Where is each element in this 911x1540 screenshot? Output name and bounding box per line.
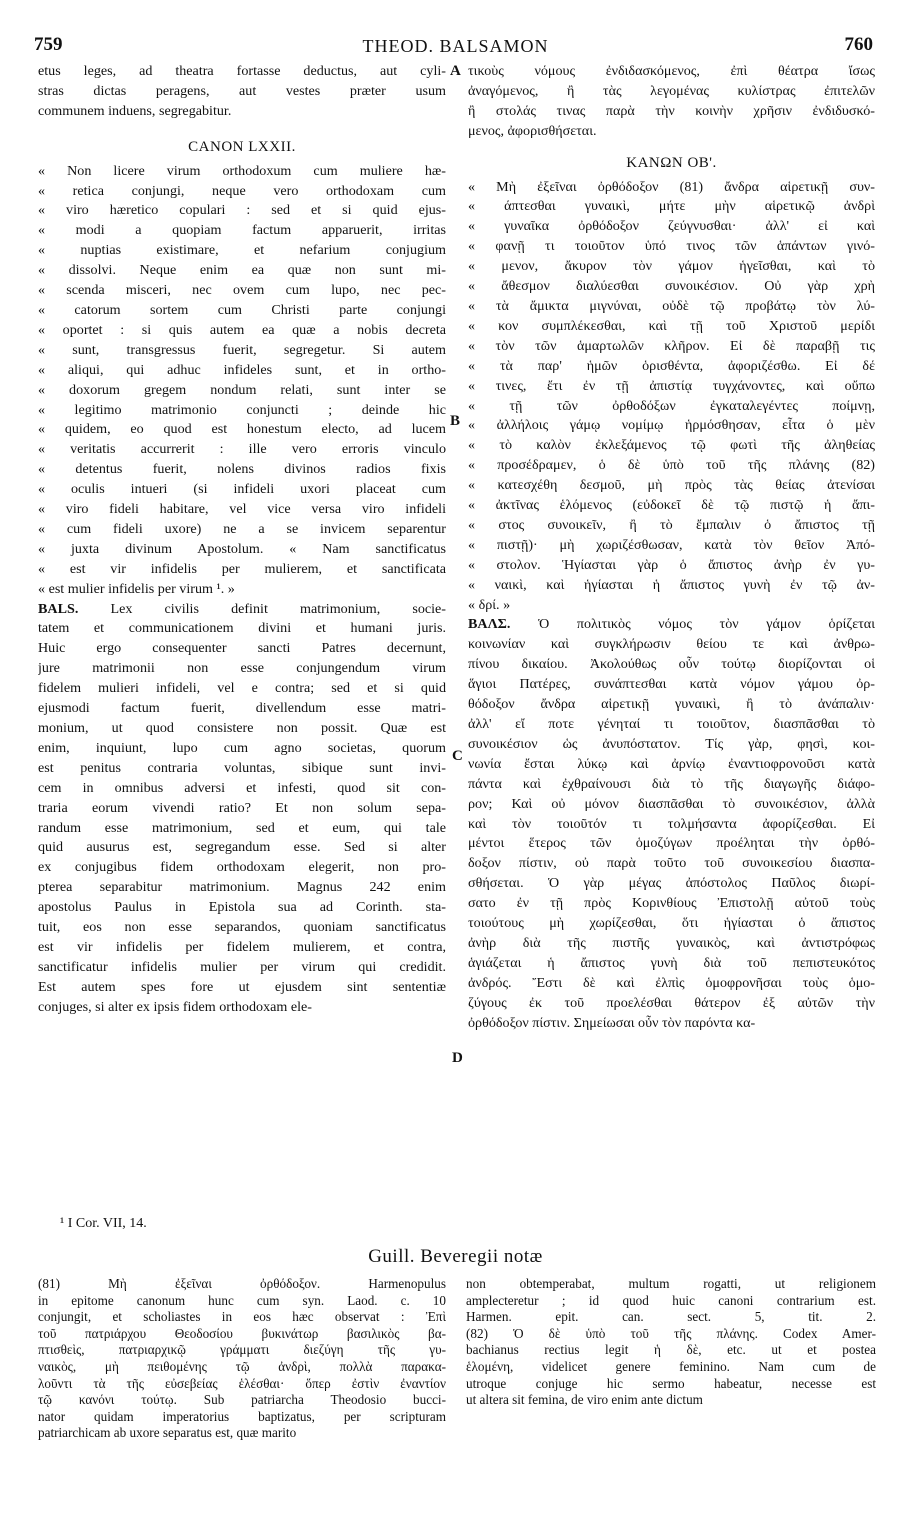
greek-commentary-line: σατο ἐν τῇ πρὸς Κορινθίους Ἐπιστολῇ αὐτοῦ τοὺς — [468, 895, 875, 912]
latin-canon-line: « aliqui, qui adhuc infideles sunt, et in ortho- — [38, 361, 446, 378]
greek-commentary-line: θόδοξον ἄνδρα αἱρετικῇ γυναικὶ, ἢ τὸ ἀνάπαλιν· — [468, 696, 875, 713]
page-number-right: 760 — [844, 34, 873, 55]
greek-commentary-line: ρον; Καὶ οὐ μόνον διασπᾶσθαι τὸ συνοικέσιον, ἀλλὰ — [468, 795, 875, 812]
latin-canon-line: « est vir infidelis per mulierem, et sanctificata — [38, 560, 446, 577]
greek-canon-line: « φανῇ τι τοιοῦτον ὑπό τινος τῶν ἁπάντων γινό- — [468, 238, 875, 255]
latin-commentary-label: BALS. — [38, 600, 79, 617]
greek-column — [468, 62, 875, 1034]
greek-canon-line: « δρί. » — [468, 596, 511, 613]
note-line: in epitome canonum hunc cum syn. Laod. c. 10 — [38, 1292, 446, 1308]
latin-commentary-text: Lex civilis definit matrimonium, socie- — [78, 600, 446, 617]
greek-canon-line: « κον συμπλέκεσθαι, καὶ τῇ τοῦ Χριστοῦ μερίδι — [468, 317, 875, 334]
notes-left-column — [38, 1276, 446, 1442]
note-line: bachianus rectius legit ἡ δὲ, etc. ut et postea — [466, 1342, 876, 1358]
margin-marker-d: D — [452, 1050, 463, 1066]
greek-commentary-line: πίνου δικαίου. Ἀκολούθως οὖν τούτῳ διορίζονται οἱ — [468, 656, 875, 673]
greek-intro — [468, 62, 875, 142]
running-title: THEOD. BALSAMON — [362, 36, 549, 56]
latin-commentary-line: sanctificatur infidelis mulier per virum qui credidit. — [38, 958, 446, 975]
greek-commentary-line: ἅγιοι Πατέρες, συνάπτεσθαι κατὰ νόμον γάμου ὀρ- — [468, 676, 875, 693]
greek-canon-line: « τὸν τῶν ἁμαρτωλῶν κλῆρον. Εἰ δὲ παραβῇ τις — [468, 337, 875, 354]
footnote: ¹ I Cor. VII, 14. — [60, 1216, 147, 1231]
margin-marker-b: B — [450, 413, 461, 429]
greek-canon-line: « γυναῖκα ὀρθόδοξον ζεύγνυσθαι· ἀλλ' εἰ καὶ — [468, 218, 875, 235]
latin-commentary-line: tuit, eos non esse separandos, quoniam sanctificatus — [38, 919, 446, 936]
latin-canon-line: « est mulier infidelis per virum ¹. » — [38, 580, 235, 597]
greek-commentary-line: ἀνδρός. Ἔστι δὲ καὶ ἐλπὶς ὁμοφρονῆσαι τοὺς ὁμο- — [468, 974, 875, 991]
latin-commentary-line: jure matrimonii non esse conjungendum virum — [38, 660, 446, 677]
greek-canon-line: « στος συνοικεῖν, ἢ τὸ ἔμπαλιν ὁ ἄπιστος τῇ — [468, 516, 875, 533]
greek-intro-line: ἀναγόμενος, ἢ τὰς λεγομένας κυλίστρας ἐπιτελῶν — [468, 82, 875, 99]
greek-canon-line: « Μὴ ἐξεῖναι ὀρθόδοξον (81) ἄνδρα αἱρετικῇ συν- — [468, 178, 875, 195]
note-line: utroque conjuge hic sermo habeatur, necesse est — [466, 1375, 876, 1391]
latin-canon-line: « catorum sortem cum Christi parte conjungi — [38, 301, 446, 318]
latin-commentary-line: est vir infidelis per fidelem mulierem, et contra, — [38, 938, 446, 955]
latin-canon-line: « cum fideli uxore) ne a se invicem separentur — [38, 520, 446, 537]
note-line: ut altera sit femina, de viro enim ante dictum — [466, 1392, 703, 1408]
greek-canon-text — [468, 178, 875, 616]
latin-canon-line: « oculis intueri (si infideli uxori placeat cum — [38, 481, 446, 498]
greek-commentary-line: καὶ τὸν τοιοῦτόν τι τολμήσαντα ἀφορίζεσθαι. Εἰ — [468, 815, 875, 832]
page-header — [30, 34, 881, 60]
note-line: conjungit, et scholiastes in eos hæc observat : Ἐπὶ — [38, 1309, 446, 1325]
note-line: (82) Ὁ δὲ ὑπὸ τοῦ τῆς πλάνης. Codex Amer- — [466, 1325, 876, 1341]
greek-commentary-line: ὀρθόδοξον πίστιν. Σημείωσαι οὖν τὸν παρόντα κα- — [468, 1014, 756, 1031]
latin-canon-line: « juxta divinum Apostolum. « Nam sanctificatus — [38, 540, 446, 557]
note-line: ναικὸς, μὴ πειθομένης τῷ ἀνδρὶ, πολλὰ παρακα- — [38, 1358, 446, 1374]
latin-canon-line: « doxorum gregem nondum relati, sunt inter se — [38, 381, 446, 398]
latin-canon-line: « sunt, transgressus fuerit, segregetur. Si autem — [38, 341, 446, 358]
notes-right-column — [466, 1276, 876, 1409]
latin-canon-line: « detentus fuerit, nolens divinos radios fixis — [38, 461, 446, 478]
latin-commentary-line: traria eorum vivendi ratio? Et non solum sepa- — [38, 799, 446, 816]
latin-commentary-line: ex conjugibus fidem orthodoxam elegerit, non pro- — [38, 859, 446, 876]
latin-canon-line: « scenda misceri, nec ovem cum lupo, nec pec- — [38, 282, 446, 299]
latin-intro-line: etus leges, ad theatra fortasse deductus, aut cyli- — [38, 63, 446, 79]
greek-canon-line: « μενον, ἄκυρον τὸν γάμον ἡγεῖσθαι, καὶ τὸ — [468, 258, 875, 275]
greek-commentary-line: ἀλλ' εἴ ποτε γένηταί τι τοιοῦτον, διασπᾶσθαι τὸ — [468, 716, 875, 732]
latin-commentary-line: conjuges, si alter ex ipsis fidem orthodoxam ele- — [38, 998, 312, 1015]
greek-commentary-line: ἀνὴρ διὰ τῆς πιστῆς γυναικὸς, καὶ ἀντιστρόφως — [468, 934, 875, 951]
note-line: (81) Μὴ ἐξεῖναι ὀρθόδοξον. Harmenopulus — [38, 1276, 446, 1291]
greek-commentary-line: σθήσεται. Ὁ γὰρ μέγας ἀπόστολος Παῦλος διωρί- — [468, 875, 875, 892]
latin-canon-line: « modi a quopiam factum apparuerit, irritas — [38, 222, 446, 239]
latin-canon-line: « veritatis accurrerit : ille vero erroris vinculo — [38, 441, 446, 458]
greek-canon-line: « πιστῇ)· μὴ χωριζέσθωσαν, κατὰ τὸν θεῖον Ἀπό- — [468, 536, 875, 553]
latin-commentary-line: quid ausurus est, segregandum esse. Sed si alter — [38, 839, 446, 856]
latin-canon-text — [38, 162, 446, 600]
latin-commentary-line: monium, ut quod consistere non possit. Quæ est — [38, 720, 446, 736]
latin-canon-line: « viro hæretico copulari : sed et si quid ejus- — [38, 202, 446, 219]
greek-canon-title: ΚΑΝΩΝ ΟΒ'. — [626, 154, 717, 171]
notes-title: Guill. Beveregii notæ — [368, 1246, 543, 1267]
greek-canon-line: « τινες, ἔτι ἐν τῇ ἀπιστίᾳ τυγχάνοντες, καὶ οὔπω — [468, 377, 875, 394]
latin-canon-line: « Non licere virum orthodoxum cum muliere hæ- — [38, 162, 446, 179]
note-line: ἑλομένη, videlicet genere feminino. Nam cum de — [466, 1358, 876, 1374]
greek-commentary-line: κοινωνίαν καὶ συγκλήρωσιν θείου τε καὶ ἀνθρω- — [468, 636, 875, 653]
greek-intro-line: τικοὺς νόμους ἐνδιδασκόμενος, ἐπὶ θέατρα ἴσως — [468, 63, 875, 79]
greek-commentary-line: μέντοι ἕτερος τῶν ὁμοζύγων προέληται τὴν ὀρθό- — [468, 835, 875, 852]
latin-commentary-line: pterea separabitur matrimonium. Magnus 242 enim — [38, 879, 446, 896]
greek-commentary-line: δοξον πίστιν, οὐ παρὰ τοῦτο τοῦ συνοικεσίου διασπα- — [468, 855, 875, 872]
margin-marker-a: A — [450, 63, 461, 79]
latin-commentary-line: enim, inquiunt, lupo cum agno societas, quorum — [38, 739, 446, 756]
note-line: τοῦ πατριάρχου Θεοδοσίου βυκινάτωρ βασιλικὸς βα- — [38, 1325, 446, 1341]
page-number-left: 759 — [34, 34, 63, 55]
note-line: τῷ κανόνι τούτῳ. Sub patriarcha Theodosio bucci- — [38, 1392, 446, 1408]
latin-commentary — [38, 600, 446, 1018]
margin-marker-c: C — [452, 748, 463, 764]
note-line: Harmen. epit. can. sect. 5, tit. 2. — [466, 1309, 876, 1325]
latin-intro-line: communem induens, segregabitur. — [38, 102, 232, 119]
latin-canon-line: « nuptias existimare, et nefarium conjugium — [38, 242, 446, 259]
latin-commentary-line: Huic ergo consequenter sancti Patres decernunt, — [38, 640, 446, 657]
latin-canon-line: « oportet : si quis autem ea quæ a nobis decreta — [38, 321, 446, 338]
latin-canon-line: « legitimo matrimonio conjuncti ; deinde hic — [38, 401, 446, 418]
greek-intro-line: ἢ στολάς τινας παρὰ τὴν κοινὴν χρῆσιν ἐνδιδυσκό- — [468, 102, 875, 119]
latin-commentary-line: fidelem mulieri infideli, vel e contra; sed et si quid — [38, 680, 446, 697]
greek-canon-line: « ἀκτῖνας ἑλόμενος (εὐδοκεῖ δὲ τῷ πιστῷ ἡ ἄπι- — [468, 497, 875, 514]
greek-commentary-line: ζύγους ἐκ τοῦ προελέσθαι θάτερον ἐξ αὐτῶν τὴν — [468, 994, 875, 1011]
greek-canon-line: « τὸ καλὸν ἐκλεξάμενος τῷ φωτὶ τῆς ἀληθείας — [468, 437, 875, 454]
latin-canon-line: « retica conjungi, neque vero orthodoxam cum — [38, 182, 446, 199]
greek-canon-line: « κατεσχέθη δεσμοῦ, μὴ πρὸς τὰς θείας ἀτενίσαι — [468, 477, 875, 494]
greek-commentary-line: πάντα καὶ ἐχθραίνουσι διὰ τὸ τῆς διαγωγῆς διάφο- — [468, 775, 875, 792]
latin-canon-title: CANON LXXII. — [188, 138, 296, 155]
greek-canon-line: « προσέδραμεν, ὁ δὲ ὑπὸ τοῦ τῆς πλάνης (82) — [468, 457, 875, 474]
greek-canon-line: « στολον. Ἡγίασται γὰρ ὁ ἄπιστος ἀνὴρ ἐν γυ- — [468, 556, 875, 573]
latin-commentary-line: ejusmodi factum fuerit, divellendum esse matri- — [38, 700, 446, 717]
greek-canon-line: « τῇ τῶν ὀρθοδόξων ἐγκαταλεγέντες ποίμνῃ, — [468, 397, 875, 414]
greek-commentary-line: συνοικέσιον ὡς ἀνυπόστατον. Τίς γὰρ, φησὶ, κοι- — [468, 735, 875, 752]
latin-canon-line: « dissolvi. Neque enim ea quæ non sunt mi- — [38, 262, 446, 279]
note-line: patriarchicam ab uxore separatus est, quæ marito — [38, 1425, 297, 1441]
greek-intro-line: μενος, ἀφορισθήσεται. — [468, 122, 597, 139]
greek-canon-line: « ναικὶ, καὶ ἡγίασται ἡ ἄπιστος γυνὴ ἐν τῷ ἀν- — [468, 576, 875, 593]
greek-commentary — [468, 615, 875, 1033]
greek-commentary-line: ἁγιάζεται ἡ ἄπιστος γυνὴ διὰ τοῦ πεπιστευκότος — [468, 954, 875, 971]
greek-commentary-line: τοιούτους μὴ χωρίζεσθαι, ὅτι ἡγίασται ὁ ἄπιστος — [468, 915, 875, 932]
greek-commentary-line: νωνία ἔσται λύκῳ καὶ ἀρνίῳ ἐναντιοφρονοῦσι κατὰ — [468, 755, 875, 772]
note-line: πτισθεὶς, πατριαρχικῷ γράμματι διεζύγη τῆς γυ- — [38, 1342, 446, 1358]
latin-commentary-line: est penitus contraria voluntas, sibique sunt invi- — [38, 759, 446, 776]
greek-canon-line: « τὰ ἄμικτα μιγνύναι, οὐδὲ τῷ προβάτῳ τὸν λύ- — [468, 297, 875, 314]
latin-intro-line: stras dictas peragens, aut vestes præter usum — [38, 82, 446, 99]
latin-canon-line: « quidem, eo quod est honestum electo, ad lucem — [38, 421, 446, 438]
latin-commentary-line: apostolus Paulus in Epistola sua ad Corinth. sta- — [38, 899, 446, 916]
greek-commentary-label: ΒΑΛΣ. — [468, 616, 511, 633]
greek-commentary-line — [468, 615, 875, 635]
note-line: nator quidam imperatorius baptizatus, per scripturam — [38, 1408, 446, 1424]
greek-canon-line: « άπτεσθαι γυναικὶ, μήτε μὴν αἱρετικῷ ἀνδρὶ — [468, 198, 875, 215]
note-line: non obtemperabat, multum rogatti, ut religionem — [466, 1276, 876, 1291]
greek-canon-line: « ἀλλήλοις γάμῳ νομίμῳ ἡρμόσθησαν, εἶτα ὁ μὲν — [468, 417, 875, 434]
latin-column — [38, 62, 446, 1018]
latin-commentary-line: tatem et communicationem divini et humani juris. — [38, 620, 446, 637]
latin-commentary-line: randum esse matrimonium, sed et eum, qui tale — [38, 819, 446, 836]
latin-canon-line: « viro fideli habitare, vel vice versa viro infideli — [38, 501, 446, 518]
greek-canon-line: « τὰ παρ' ἡμῶν ὁρισθέντα, ἀφοριζέσθω. Εἰ δέ — [468, 357, 875, 374]
latin-commentary-line: Est autem spes fore ut ejusdem sint sententiæ — [38, 978, 446, 995]
note-line: λοῦντι τὰ τῆς εὐσεβείας ἑλέσθαι· ὅπερ ἐστὶν ἐναντίον — [38, 1375, 446, 1391]
latin-intro — [38, 62, 446, 122]
greek-commentary-text: Ὁ πολιτικὸς νόμος τὸν γάμον ὁρίζεται — [510, 616, 875, 633]
greek-canon-line: « ἄθεσμον διαλύεσθαι συνοικέσιον. Οὐ γὰρ χρὴ — [468, 278, 875, 295]
note-line: amplecteretur ; id quod huic canoni contrarium est. — [466, 1292, 876, 1308]
latin-commentary-line — [38, 600, 446, 620]
latin-commentary-line: cem in omnibus adversi et infesti, quod sit con- — [38, 779, 446, 796]
